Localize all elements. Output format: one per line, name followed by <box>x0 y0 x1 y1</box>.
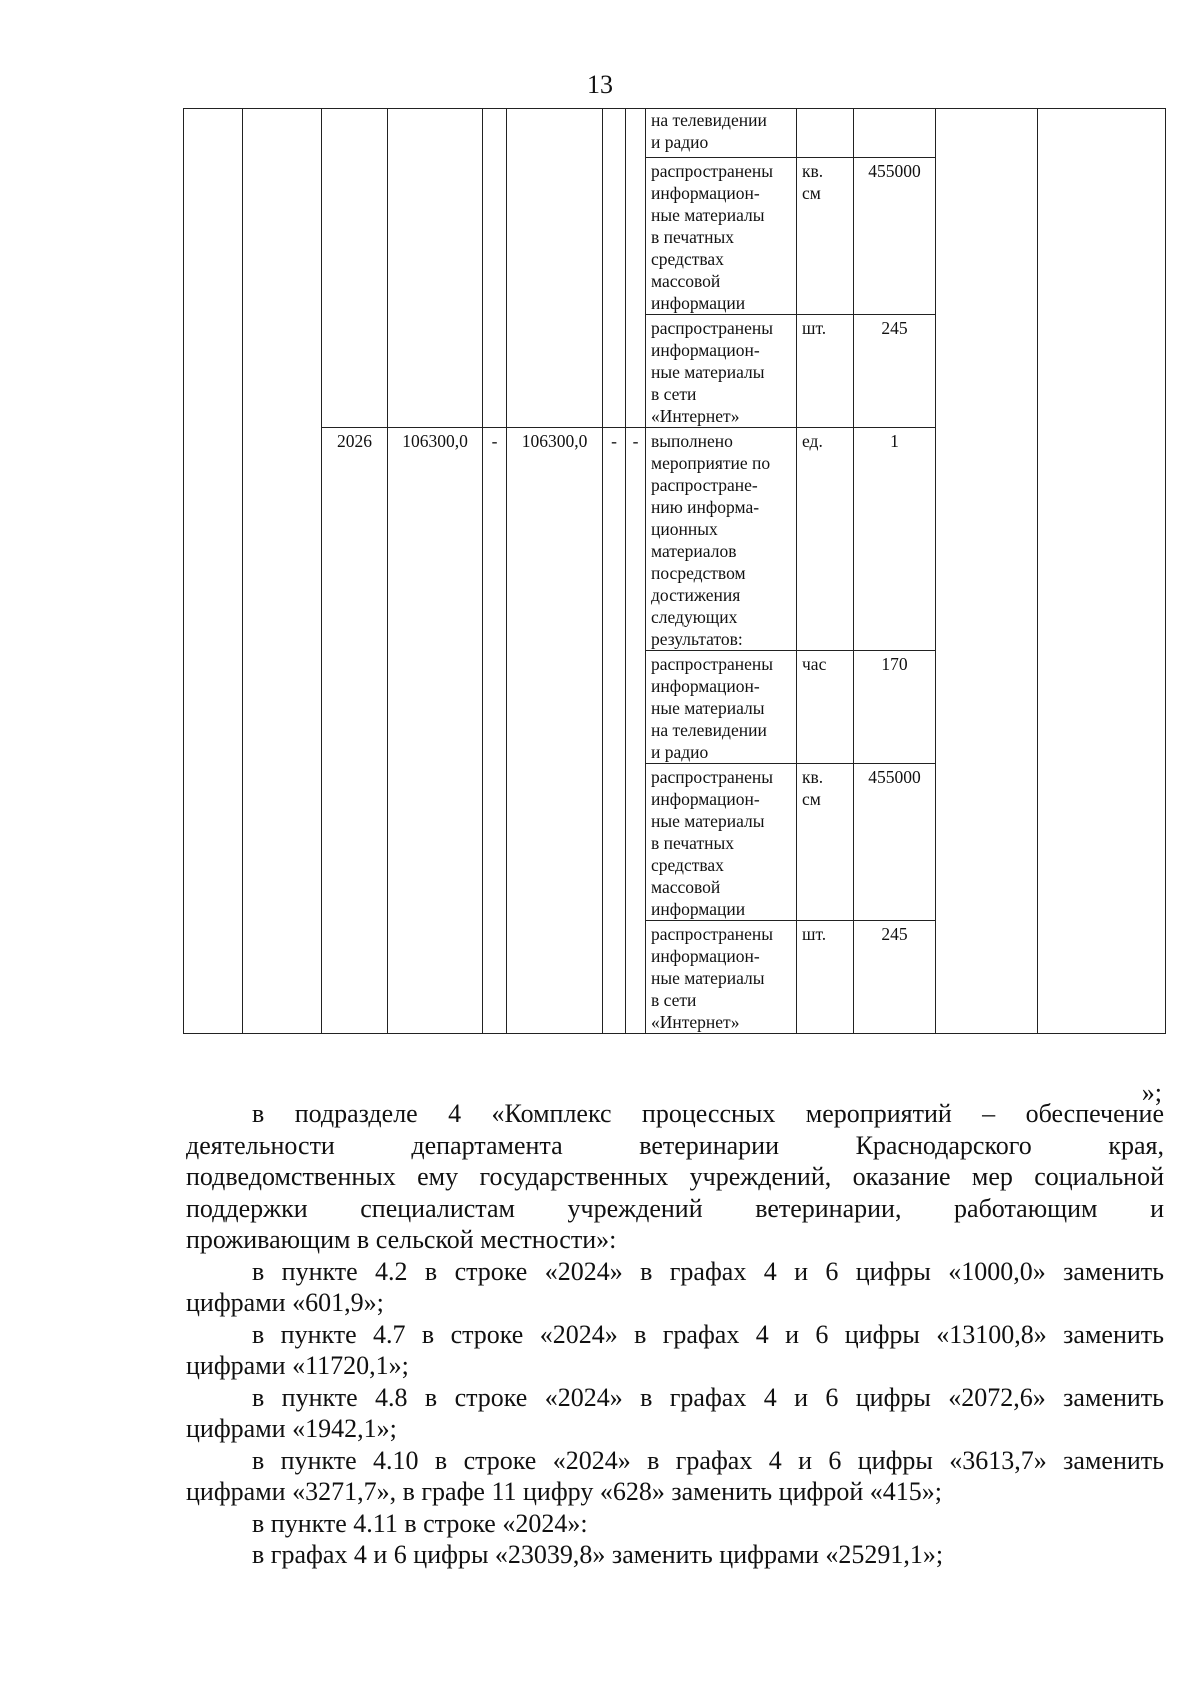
result-cell: распространены информацион- ные материалы в печатных средствах массовой информации <box>646 158 797 315</box>
value-cell: 170 <box>854 651 936 764</box>
cell-empty <box>507 109 603 428</box>
cell-empty <box>1038 109 1166 1034</box>
page-number: 13 <box>587 70 613 99</box>
value-cell: 245 <box>854 315 936 428</box>
unit-cell: ед. <box>797 428 854 651</box>
amendment-text <box>186 1098 1164 1571</box>
value-cell <box>854 109 936 158</box>
cell-empty <box>184 109 243 1034</box>
closing-quote: »; <box>1141 1078 1162 1107</box>
value-cell: 1 <box>854 428 936 651</box>
table-body <box>184 109 1166 1034</box>
paragraph-point-4-7: в пункте 4.7 в строке «2024» в графах 4 и 6 цифры «13100,8» заменить цифрами «11720,1»; <box>186 1319 1164 1380</box>
paragraph-subsection-4: в подразделе 4 «Комплекс процессных мероприятий – обеспечение деятельности департамента ветеринарии Краснодарского края, подведомственных ему государственных учреждений, оказание мер социальной поддержки специалистам учреждений ветеринарии, работающим и проживающим в сельской местности»: <box>186 1099 1164 1254</box>
result-cell: на телевидении и радио <box>646 109 797 158</box>
result-cell: распространены информацион- ные материалы в сети «Интернет» <box>646 921 797 1034</box>
paragraph-columns-4-6: в графах 4 и 6 цифры «23039,8» заменить цифрами «25291,1»; <box>252 1540 944 1569</box>
value-cell: 245 <box>854 921 936 1034</box>
unit-cell: час <box>797 651 854 764</box>
result-cell: выполнено мероприятие по распростране- нию информа- ционных материалов посредством достижения следующих результатов: <box>646 428 797 651</box>
unit-cell: кв. см <box>797 764 854 921</box>
dash-cell: - <box>603 428 626 1034</box>
cell-empty <box>936 109 1038 1034</box>
budget-cell: 106300,0 <box>507 428 603 1034</box>
value-cell: 455000 <box>854 158 936 315</box>
cell-empty <box>243 109 322 1034</box>
unit-cell: кв. см <box>797 158 854 315</box>
dash-cell: - <box>483 428 507 1034</box>
dash-cell: - <box>626 428 646 1034</box>
unit-cell: шт. <box>797 315 854 428</box>
paragraph-point-4-8: в пункте 4.8 в строке «2024» в графах 4 и 6 цифры «2072,6» заменить цифрами «1942,1»; <box>186 1382 1164 1443</box>
program-table <box>183 108 1166 1034</box>
cell-empty <box>483 109 507 428</box>
year-cell: 2026 <box>322 428 388 1034</box>
cell-empty <box>603 109 626 428</box>
result-cell: распространены информацион- ные материалы в печатных средствах массовой информации <box>646 764 797 921</box>
cell-empty <box>388 109 483 428</box>
cell-empty <box>322 109 388 428</box>
unit-cell: шт. <box>797 921 854 1034</box>
result-cell: распространены информацион- ные материалы в сети «Интернет» <box>646 315 797 428</box>
paragraph-point-4-11: в пункте 4.11 в строке «2024»: <box>252 1508 588 1538</box>
cell-empty <box>626 109 646 428</box>
paragraph-point-4-10: в пункте 4.10 в строке «2024» в графах 4 и 6 цифры «3613,7» заменить цифрами «3271,7», в графе 11 цифру «628» заменить цифрой «415»; <box>186 1445 1164 1506</box>
paragraph-point-4-2: в пункте 4.2 в строке «2024» в графах 4 и 6 цифры «1000,0» заменить цифрами «601,9»; <box>186 1256 1164 1317</box>
total-cell: 106300,0 <box>388 428 483 1034</box>
value-cell: 455000 <box>854 764 936 921</box>
table-row <box>184 109 1166 158</box>
result-cell: распространены информацион- ные материалы на телевидении и радио <box>646 651 797 764</box>
unit-cell <box>797 109 854 158</box>
